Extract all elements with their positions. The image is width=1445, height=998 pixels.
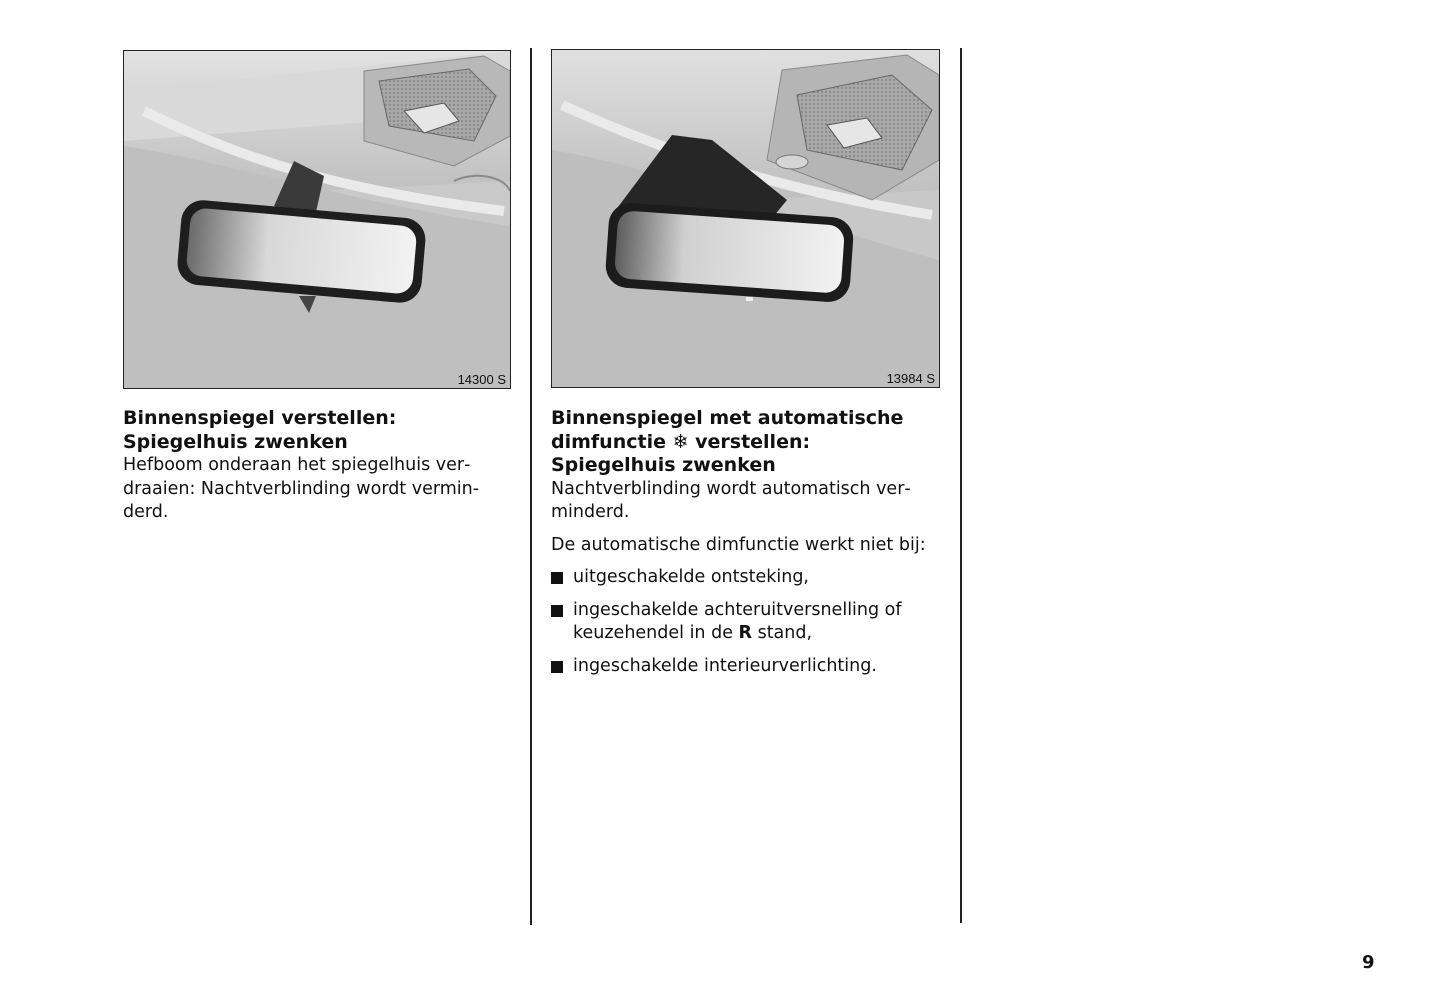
mirror-illustration-auto-dim (551, 49, 940, 388)
heading-line: Binnenspiegel verstellen: (123, 407, 397, 429)
right-column (551, 407, 951, 687)
page-number: 9 (1362, 952, 1375, 973)
list-item-text: ingeschakelde achteruitversnelling of keuzehendel in de (573, 599, 902, 643)
square-bullet-icon (551, 605, 563, 617)
list-item (551, 566, 951, 590)
condition-list (551, 566, 951, 678)
square-bullet-icon (551, 572, 563, 584)
manual-mirror-drawing (124, 51, 510, 388)
column-divider (960, 48, 962, 923)
figure-code: 14300 S (457, 372, 506, 387)
mirror-illustration-manual (123, 50, 511, 389)
auto-dim-mirror-drawing (552, 50, 939, 387)
column-divider (530, 48, 532, 925)
section-heading (123, 407, 513, 454)
list-item (551, 599, 951, 646)
list-item-text: ingeschakelde interieurverlichting. (573, 655, 877, 676)
section-heading (551, 407, 951, 478)
list-item (551, 655, 951, 679)
body-paragraph: De automatische dimfunctie werkt niet bij: (551, 534, 926, 555)
figure-code: 13984 S (886, 371, 935, 386)
left-column (123, 407, 513, 534)
heading-line: Spiegelhuis zwenken (123, 430, 348, 453)
list-item-text: uitgeschakelde ontsteking, (573, 567, 809, 587)
list-item-text: stand, (752, 623, 813, 643)
heading-line: dimfunctie ❄ verstellen: (551, 430, 811, 453)
body-paragraph: Nachtverblinding wordt automatisch verminderd. (551, 478, 911, 522)
heading-line: Spiegelhuis zwenken (551, 454, 776, 476)
body-paragraph: Hefboom onderaan het spiegelhuis verdraaien: Nachtverblinding wordt verminderd. (123, 455, 480, 522)
gear-position-label: R (738, 623, 753, 643)
square-bullet-icon (551, 661, 563, 673)
heading-line: Binnenspiegel met automatische (551, 407, 904, 429)
